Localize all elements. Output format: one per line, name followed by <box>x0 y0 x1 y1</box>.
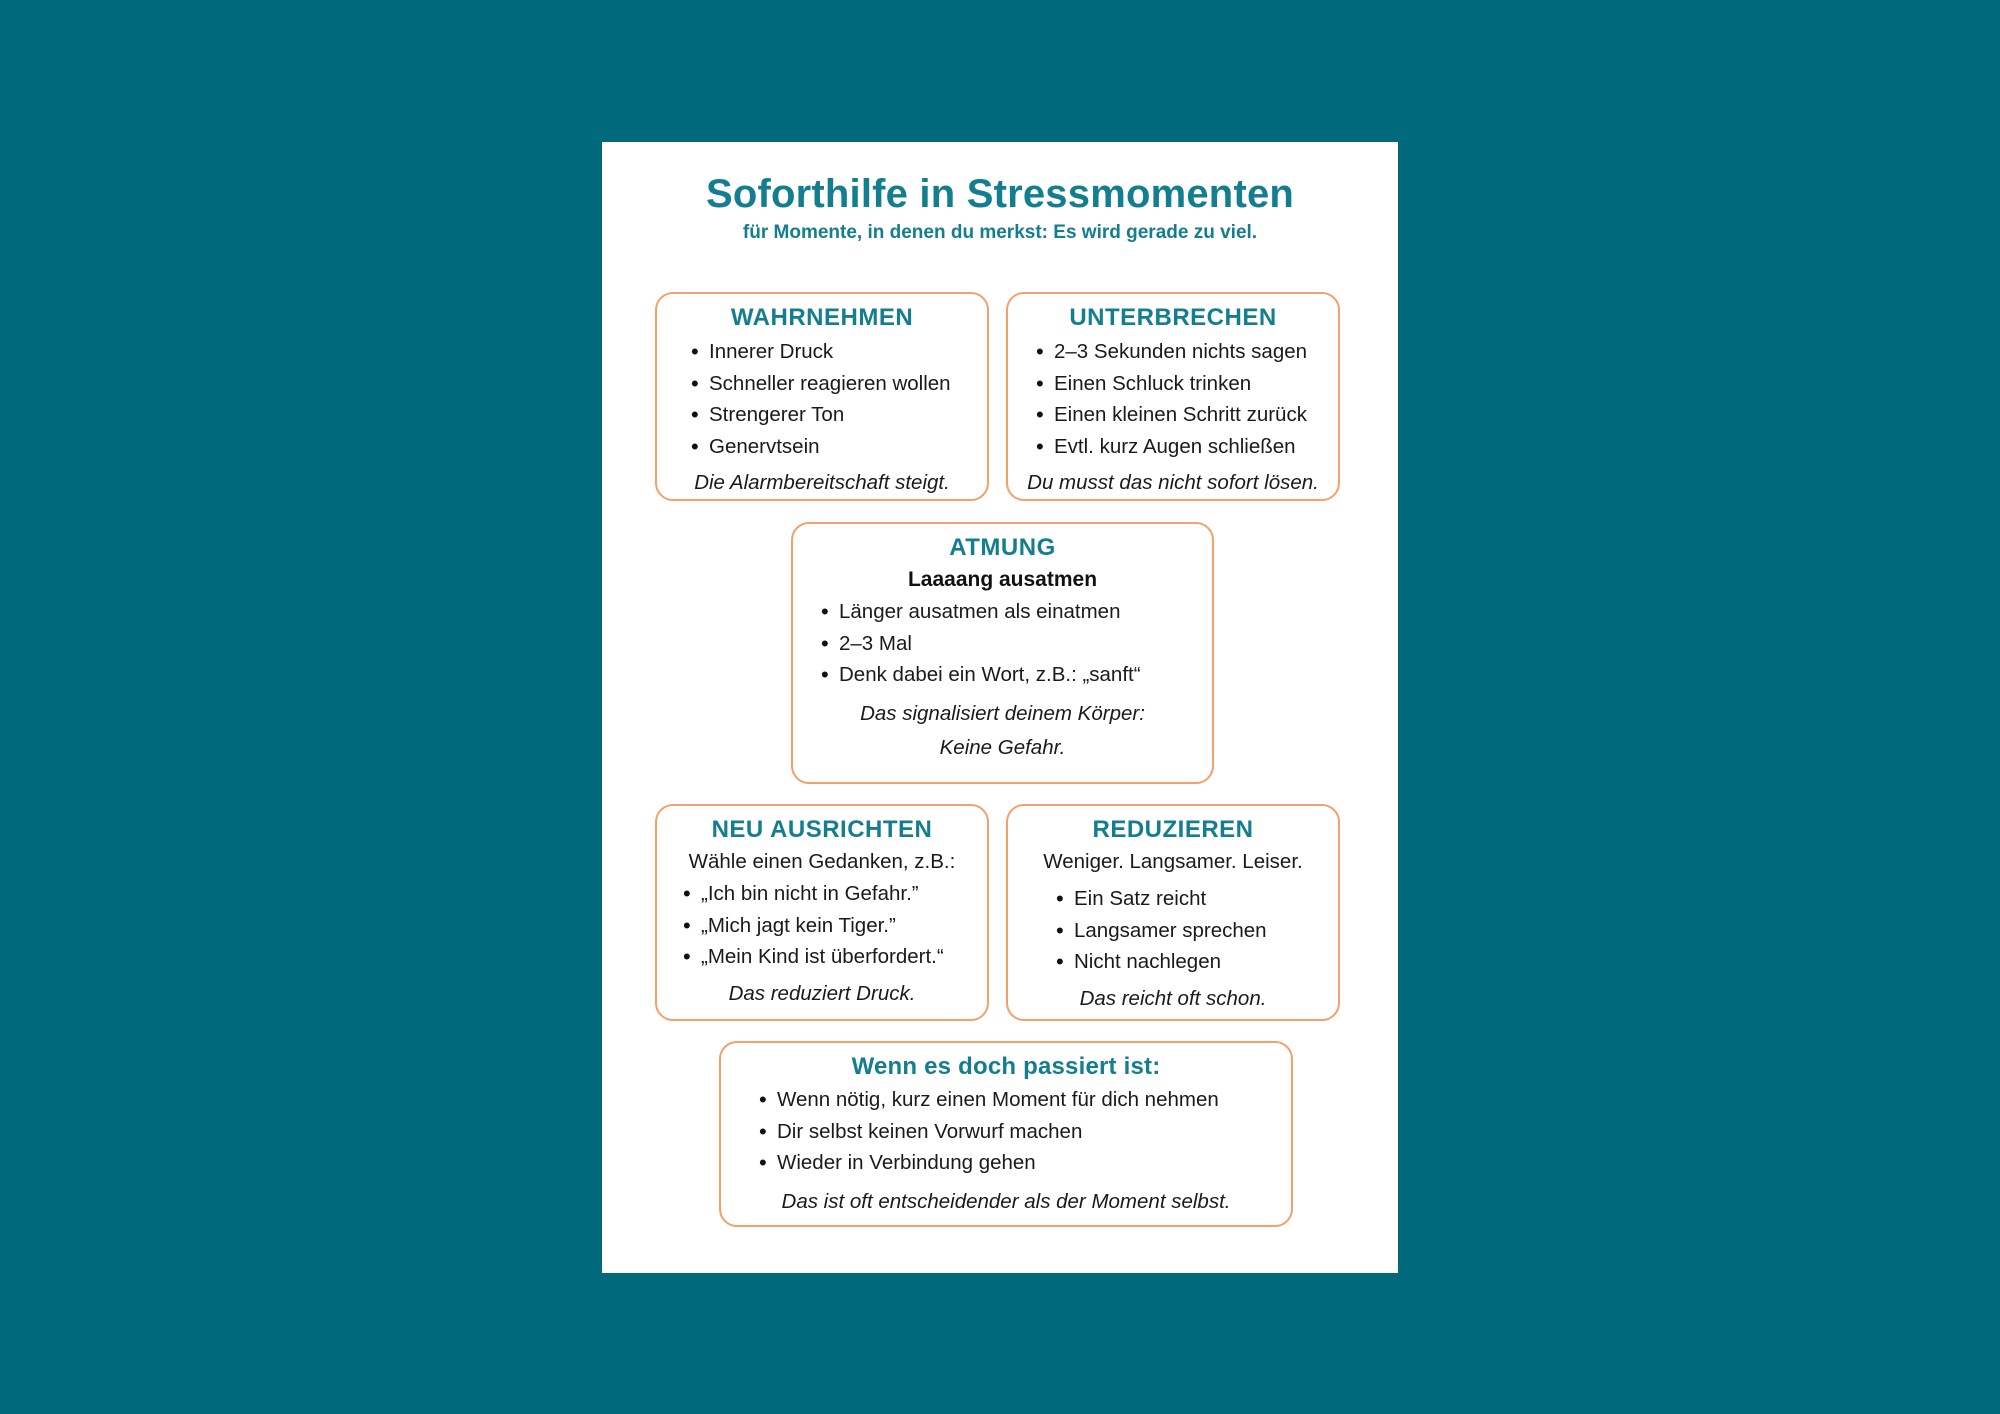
list-item: • Wieder in Verbindung gehen <box>759 1147 1291 1179</box>
list-item: • Länger ausatmen als einatmen <box>821 596 1212 628</box>
card-atmung <box>791 522 1214 784</box>
card-note: Die Alarmbereitschaft steigt. <box>694 471 950 494</box>
list-item: • Schneller reagieren wollen <box>691 368 987 400</box>
card-heading: UNTERBRECHEN <box>1069 304 1277 331</box>
list-item: • Ein Satz reicht <box>1056 883 1338 915</box>
card-note-line1: Das signalisiert deinem Körper: <box>860 701 1145 725</box>
list-item: • Wenn nötig, kurz einen Moment für dich nehmen <box>759 1084 1291 1116</box>
card-note-line2: Keine Gefahr. <box>939 735 1066 759</box>
list-item: • Langsamer sprechen <box>1056 915 1338 947</box>
item-list <box>821 596 1212 691</box>
card-note: Das reduziert Druck. <box>728 981 916 1005</box>
card-lead: Weniger. Langsamer. Leiser. <box>1043 850 1303 873</box>
list-item: • Evtl. kurz Augen schließen <box>1036 431 1338 463</box>
card-reduzieren <box>1006 804 1340 1021</box>
list-item: • „Mich jagt kein Tiger.” <box>683 910 987 942</box>
card-subheading: Laaaang ausatmen <box>907 568 1098 591</box>
poster-title: Soforthilfe in Stressmomenten <box>705 172 1295 216</box>
list-item: • Dir selbst keinen Vorwurf machen <box>759 1116 1291 1148</box>
list-item: • 2–3 Mal <box>821 628 1212 660</box>
card-heading: Wenn es doch passiert ist: <box>851 1053 1161 1080</box>
card-note: Das reicht oft schon. <box>1079 986 1267 1010</box>
item-list <box>683 878 987 973</box>
item-list <box>1036 336 1338 462</box>
list-item: • „Mein Kind ist überfordert.“ <box>683 941 987 973</box>
poster-sheet <box>602 142 1398 1273</box>
card-wenn-passiert <box>719 1041 1293 1227</box>
card-heading: ATMUNG <box>949 534 1056 561</box>
card-lead: Wähle einen Gedanken, z.B.: <box>688 850 956 873</box>
item-list <box>691 336 987 462</box>
list-item: • Einen kleinen Schritt zurück <box>1036 399 1338 431</box>
list-item: • Genervtsein <box>691 431 987 463</box>
poster-subtitle: für Momente, in denen du merkst: Es wird gerade zu viel. <box>742 222 1258 243</box>
card-heading: WAHRNEHMEN <box>730 304 914 331</box>
list-item: • Nicht nachlegen <box>1056 946 1338 978</box>
card-note: Du musst das nicht sofort lösen. <box>1027 471 1319 494</box>
list-item: • Innerer Druck <box>691 336 987 368</box>
list-item: • 2–3 Sekunden nichts sagen <box>1036 336 1338 368</box>
list-item: • Strengerer Ton <box>691 399 987 431</box>
card-heading: NEU AUSRICHTEN <box>711 816 933 843</box>
card-unterbrechen <box>1006 292 1340 501</box>
card-heading: REDUZIEREN <box>1092 816 1254 843</box>
card-note: Das ist oft entscheidender als der Moment selbst. <box>781 1189 1231 1213</box>
item-list <box>759 1084 1291 1179</box>
list-item: • Einen Schluck trinken <box>1036 368 1338 400</box>
list-item: • Denk dabei ein Wort, z.B.: „sanft“ <box>821 659 1212 691</box>
item-list <box>1056 883 1338 978</box>
card-neu-ausrichten <box>655 804 989 1021</box>
list-item: • „Ich bin nicht in Gefahr.” <box>683 878 987 910</box>
card-wahrnehmen <box>655 292 989 501</box>
